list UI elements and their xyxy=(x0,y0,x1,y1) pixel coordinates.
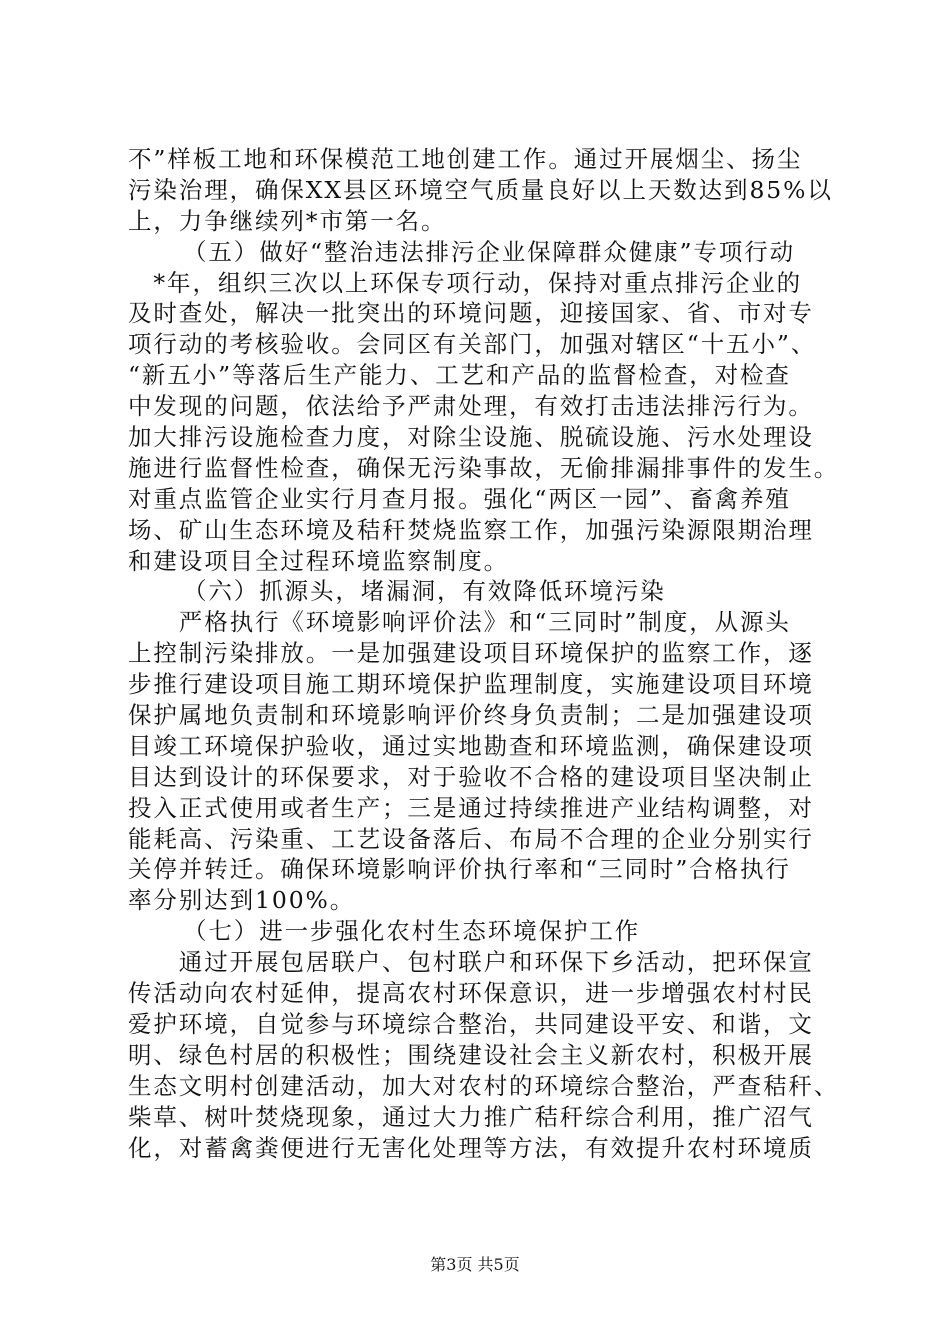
body-text-line: 明、绿色村居的积极性；围绕建设社会主义新农村，积极开展 xyxy=(128,1040,814,1069)
body-text-line: 目竣工环境保护验收，通过实地勘查和环境监测，确保建设项 xyxy=(128,731,814,760)
body-text-line: 中发现的问题，依法给予严肃处理，有效打击违法排污行为。 xyxy=(128,392,814,421)
body-text-line: 传活动向农村延伸，提高农村环保意识，进一步增强农村村民 xyxy=(128,979,814,1008)
body-text-line: 能耗高、污染重、工艺设备落后、布局不合理的企业分别实行 xyxy=(128,824,814,853)
body-text-line: 投入正式使用或者生产；三是通过持续推进产业结构调整，对 xyxy=(128,793,814,822)
body-text-line: *年，组织三次以上环保专项行动，保持对重点排污企业的 xyxy=(128,268,803,297)
body-text-line: 保护属地负责制和环境影响评价终身负责制；二是加强建设项 xyxy=(128,701,814,730)
body-text-line: 不”样板工地和环保模范工地创建工作。通过开展烟尘、扬尘 xyxy=(128,145,803,173)
body-text-line: 柴草、树叶焚烧现象，通过大力推广秸秆综合利用，推广沼气 xyxy=(128,1102,814,1131)
body-text-line: 爱护环境，自觉参与环境综合整治，共同建设平安、和谐，文 xyxy=(128,1009,814,1038)
section-heading: （五）做好“整治违法排污企业保障群众健康”专项行动 xyxy=(183,237,796,266)
body-text-line: 加大排污设施检查力度，对除尘设施、脱硫设施、污水处理设 xyxy=(128,423,814,452)
body-text-line: 上控制污染排放。一是加强建设项目环境保护的监察工作，逐 xyxy=(128,639,814,668)
body-text-line: 生态文明村创建活动，加大对农村的环境综合整治，严查秸秆、 xyxy=(128,1071,840,1100)
body-text-line: 及时查处，解决一批突出的环境问题，迎接国家、省、市对专 xyxy=(128,299,814,328)
body-text-line: 施进行监督性检查，确保无污染事故，无偷排漏排事件的发生。 xyxy=(128,453,840,482)
body-text-line: 项行动的考核验收。会同区有关部门，加强对辖区“十五小”、 xyxy=(128,330,817,359)
body-text-line: 和建设项目全过程环境监察制度。 xyxy=(128,546,509,575)
body-text-line: 污染治理，确保XX县区环境空气质量良好以上天数达到85%以 xyxy=(128,175,833,204)
body-text-line: 关停并转迁。确保环境影响评价执行率和“三同时”合格执行 xyxy=(128,855,791,884)
page-footer: 第3页 共5页 xyxy=(430,1255,520,1274)
body-text-line: 率分别达到100%。 xyxy=(128,886,356,915)
document-body xyxy=(128,144,848,1163)
body-text-line: 上，力争继续列*市第一名。 xyxy=(128,206,447,235)
section-heading: （七）进一步强化农村生态环境保护工作 xyxy=(183,917,641,946)
body-text-line: “新五小”等落后生产能力、工艺和产品的监督检查，对检查 xyxy=(128,361,791,390)
body-text-line: 通过开展包居联户、包村联户和环保下乡活动，把环保宣 xyxy=(128,948,814,977)
body-text-line: 严格执行《环境影响评价法》和“三同时”制度，从源头 xyxy=(128,608,791,637)
section-heading: （六）抓源头，堵漏洞，有效降低环境污染 xyxy=(183,577,666,606)
body-text-line: 步推行建设项目施工期环境保护监理制度，实施建设项目环境 xyxy=(128,670,814,699)
body-text-line: 目达到设计的环保要求，对于验收不合格的建设项目坚决制止 xyxy=(128,762,814,791)
body-text-line: 场、矿山生态环境及秸秆焚烧监察工作，加强污染源限期治理 xyxy=(128,515,814,544)
body-text-line: 对重点监管企业实行月查月报。强化“两区一园”、畜禽养殖 xyxy=(128,484,791,513)
body-text-line: 化，对蓄禽粪便进行无害化处理等方法，有效提升农村环境质 xyxy=(128,1133,814,1162)
